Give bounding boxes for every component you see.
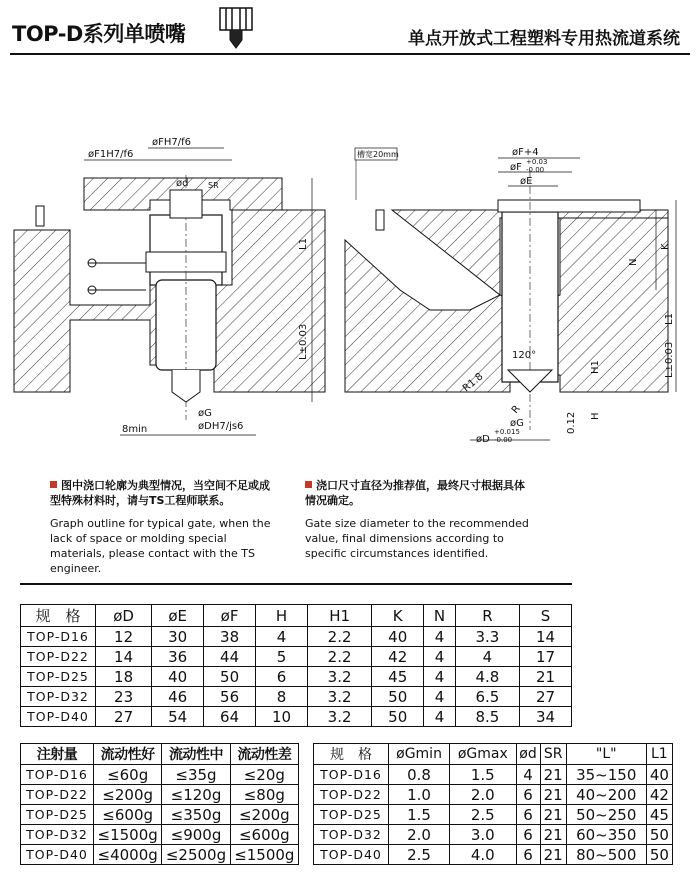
label-h: H	[590, 412, 601, 420]
table-cell: 4	[424, 707, 456, 727]
label-d-tol-down: -0.00	[494, 436, 513, 444]
table-cell: 18	[96, 667, 152, 687]
dimensions-table	[20, 604, 572, 727]
label-k: K	[660, 243, 671, 250]
table-cell: 2.5	[389, 845, 450, 865]
table-cell: TOP-D16	[21, 765, 94, 785]
table-cell: 2.2	[307, 627, 371, 647]
table-row	[314, 825, 673, 845]
table-cell: 3.2	[307, 707, 371, 727]
table-cell: TOP-D40	[21, 845, 94, 865]
label-e: øE	[520, 176, 533, 187]
table-cell: 40	[372, 627, 424, 647]
section-divider	[20, 583, 572, 585]
table-cell: 4	[516, 765, 540, 785]
table-cell: 4	[424, 647, 456, 667]
table-cell: ≤120g	[162, 785, 230, 805]
table-cell: 6	[516, 825, 540, 845]
table-cell: 40	[646, 765, 672, 785]
table-cell: 6	[516, 785, 540, 805]
table-cell: ≤200g	[230, 805, 298, 825]
table-cell: 21	[540, 825, 566, 845]
table-row	[21, 805, 299, 825]
shot-weight-table	[20, 743, 299, 865]
label-f-tol-down: -0.00	[526, 166, 545, 174]
table-cell: 60~350	[566, 825, 646, 845]
table-cell: 42	[646, 785, 672, 805]
col-header: R	[455, 605, 519, 627]
table-cell: 3.2	[307, 687, 371, 707]
table-row	[314, 805, 673, 825]
table-cell: TOP-D40	[21, 707, 96, 727]
table-cell: 6	[256, 667, 308, 687]
table-cell: 4	[455, 647, 519, 667]
table-row	[21, 687, 572, 707]
table-cell: 35~150	[566, 765, 646, 785]
table-cell: 50	[372, 707, 424, 727]
note-left-en: Graph outline for typical gate, when the lack of space or molding special materials, please contact with the TS engineer.	[50, 517, 271, 575]
table-cell: 30	[152, 627, 204, 647]
table-cell: 80~500	[566, 845, 646, 865]
table-cell: ≤200g	[94, 785, 162, 805]
bullet-icon	[50, 481, 57, 488]
col-header: K	[372, 605, 424, 627]
table-cell: 8	[256, 687, 308, 707]
col-header: øF	[204, 605, 256, 627]
label-8min: 8min	[122, 424, 148, 435]
table-cell: 12	[96, 627, 152, 647]
col-header: øGmax	[450, 744, 516, 765]
label-f-tol-up: +0.03	[526, 158, 548, 166]
table-cell: 6	[516, 845, 540, 865]
label-l003b: L±0.03	[664, 341, 675, 378]
col-header: 流动性中	[162, 744, 230, 765]
table-cell: 8.5	[455, 707, 519, 727]
table-cell: 21	[520, 667, 572, 687]
table-cell: TOP-D25	[21, 805, 94, 825]
col-header: 注射量	[21, 744, 94, 765]
page-header	[0, 0, 700, 58]
col-header: 流动性差	[230, 744, 298, 765]
table-cell: 42	[372, 647, 424, 667]
table-cell: ≤80g	[230, 785, 298, 805]
label-fh7f6: øFH7/f6	[152, 137, 192, 148]
table-cell: 50	[646, 825, 672, 845]
table-cell: 50	[646, 845, 672, 865]
table-cell: 6	[516, 805, 540, 825]
table-cell: 23	[96, 687, 152, 707]
table-cell: 21	[540, 785, 566, 805]
system-title: 单点开放式工程塑料专用热流道系统	[408, 29, 680, 49]
table-cell: 21	[540, 805, 566, 825]
table-cell: 34	[520, 707, 572, 727]
table-cell: 5	[256, 647, 308, 667]
table-cell: 4.8	[455, 667, 519, 687]
table-cell: ≤350g	[162, 805, 230, 825]
table-cell: 3.2	[307, 667, 371, 687]
col-header: 规 格	[314, 744, 389, 765]
label-012: 0.12	[566, 411, 577, 434]
col-header: H	[256, 605, 308, 627]
table-cell: ≤900g	[162, 825, 230, 845]
label-l1: L1	[298, 238, 309, 250]
col-header: SR	[540, 744, 566, 765]
table-cell: ≤1500g	[230, 845, 298, 865]
table-cell: 0.8	[389, 765, 450, 785]
col-header: H1	[307, 605, 371, 627]
table-cell: TOP-D22	[314, 785, 389, 805]
label-d-tol-up: +0.015	[494, 428, 520, 436]
table-row	[21, 765, 299, 785]
table-cell: 4	[424, 627, 456, 647]
table-cell: 2.0	[389, 825, 450, 845]
table-cell: TOP-D32	[314, 825, 389, 845]
table-cell: TOP-D22	[21, 785, 94, 805]
bullet-icon	[305, 481, 312, 488]
table-cell: 27	[520, 687, 572, 707]
header-divider	[10, 53, 690, 55]
label-groove: 槽宽20mm	[357, 150, 399, 159]
note-right-en: Gate size diameter to the recommended value, final dimensions according to specific circumstances identified.	[305, 517, 529, 560]
table-header-row	[314, 744, 673, 765]
table-row	[21, 627, 572, 647]
col-header: "L"	[566, 744, 646, 765]
table-row	[21, 785, 299, 805]
col-header: L1	[646, 744, 672, 765]
table-cell: 1.5	[389, 805, 450, 825]
table-cell: 6.5	[455, 687, 519, 707]
table-cell: 40	[152, 667, 204, 687]
label-d: ød	[176, 178, 189, 189]
label-f4: øF+4	[512, 147, 539, 158]
table-cell: 4	[424, 687, 456, 707]
table-cell: 3.3	[455, 627, 519, 647]
label-f1h7f6: øF1H7/f6	[88, 149, 134, 160]
table-cell: 4	[256, 627, 308, 647]
table-cell: TOP-D22	[21, 647, 96, 667]
col-header: øD	[96, 605, 152, 627]
nozzle-section-drawing	[0, 130, 700, 460]
label-dh7js6: øDH7/js6	[198, 421, 244, 432]
series-title: TOP-D系列单喷嘴	[12, 22, 186, 46]
table-cell: 64	[204, 707, 256, 727]
table-cell: 14	[96, 647, 152, 667]
table-cell: 21	[540, 765, 566, 785]
table-cell: 45	[372, 667, 424, 687]
label-r: R	[509, 403, 523, 416]
table-cell: 50	[204, 667, 256, 687]
table-cell: TOP-D32	[21, 687, 96, 707]
table-cell: 1.0	[389, 785, 450, 805]
table-cell: ≤1500g	[94, 825, 162, 845]
table-row	[314, 785, 673, 805]
table-cell: 1.5	[450, 765, 516, 785]
table-cell: ≤35g	[162, 765, 230, 785]
table-cell: ≤2500g	[162, 845, 230, 865]
col-header: ød	[516, 744, 540, 765]
table-cell: ≤600g	[94, 805, 162, 825]
table-cell: 2.5	[450, 805, 516, 825]
label-d-tol: øD	[476, 434, 490, 445]
table-cell: 17	[520, 647, 572, 667]
table-cell: ≤4000g	[94, 845, 162, 865]
table-cell: 54	[152, 707, 204, 727]
table-cell: TOP-D25	[21, 667, 96, 687]
label-f-tol: øF	[510, 162, 522, 173]
table-cell: 36	[152, 647, 204, 667]
table-row	[21, 845, 299, 865]
label-g2: øG	[510, 418, 524, 429]
label-r18: R1.8	[460, 371, 486, 395]
table-cell: 27	[96, 707, 152, 727]
table-cell: TOP-D16	[21, 627, 96, 647]
label-l1b: L1	[664, 313, 675, 325]
table-row	[21, 825, 299, 845]
table-cell: ≤600g	[230, 825, 298, 845]
table-cell: 2.0	[450, 785, 516, 805]
table-cell: TOP-D16	[314, 765, 389, 785]
table-cell: 2.2	[307, 647, 371, 667]
note-left-cn: 图中浇口轮廓为典型情况，当空间不足或成型特殊材料时，请与TS工程师联系。	[50, 479, 270, 507]
label-h1: H1	[590, 360, 601, 374]
col-header: N	[424, 605, 456, 627]
label-l003: L±0.03	[298, 323, 309, 360]
label-angle: 120°	[512, 350, 537, 361]
table-cell: 10	[256, 707, 308, 727]
table-row	[21, 647, 572, 667]
table-cell: 38	[204, 627, 256, 647]
table-cell: TOP-D25	[314, 805, 389, 825]
table-cell: 50	[372, 687, 424, 707]
col-header: 流动性好	[94, 744, 162, 765]
table-cell: 3.0	[450, 825, 516, 845]
table-cell: 14	[520, 627, 572, 647]
label-g: øG	[198, 408, 212, 419]
col-header: øGmin	[389, 744, 450, 765]
table-cell: TOP-D40	[314, 845, 389, 865]
table-cell: 21	[540, 845, 566, 865]
table-cell: ≤60g	[94, 765, 162, 785]
table-row	[314, 845, 673, 865]
table-cell: ≤20g	[230, 765, 298, 785]
note-right-cn: 浇口尺寸直径为推荐值，最终尺寸根据具体情况确定。	[305, 479, 525, 507]
table-cell: TOP-D32	[21, 825, 94, 845]
table-row	[21, 667, 572, 687]
label-n: N	[628, 258, 639, 266]
table-cell: 45	[646, 805, 672, 825]
table-cell: 46	[152, 687, 204, 707]
table-cell: 40~200	[566, 785, 646, 805]
table-cell: 50~250	[566, 805, 646, 825]
note-typical-gate	[50, 478, 280, 576]
col-header: S	[520, 605, 572, 627]
col-header: 规 格	[21, 605, 96, 627]
table-header-row	[21, 744, 299, 765]
table-cell: 56	[204, 687, 256, 707]
table-cell: 4.0	[450, 845, 516, 865]
table-cell: 4	[424, 667, 456, 687]
col-header: øE	[152, 605, 204, 627]
table-row	[21, 707, 572, 727]
nozzle-logo-icon	[218, 6, 254, 50]
note-gate-size	[305, 478, 535, 561]
table-cell: 44	[204, 647, 256, 667]
table-header-row	[21, 605, 572, 627]
gate-size-table	[313, 743, 673, 865]
table-row	[314, 765, 673, 785]
label-sr: SR	[208, 181, 219, 190]
